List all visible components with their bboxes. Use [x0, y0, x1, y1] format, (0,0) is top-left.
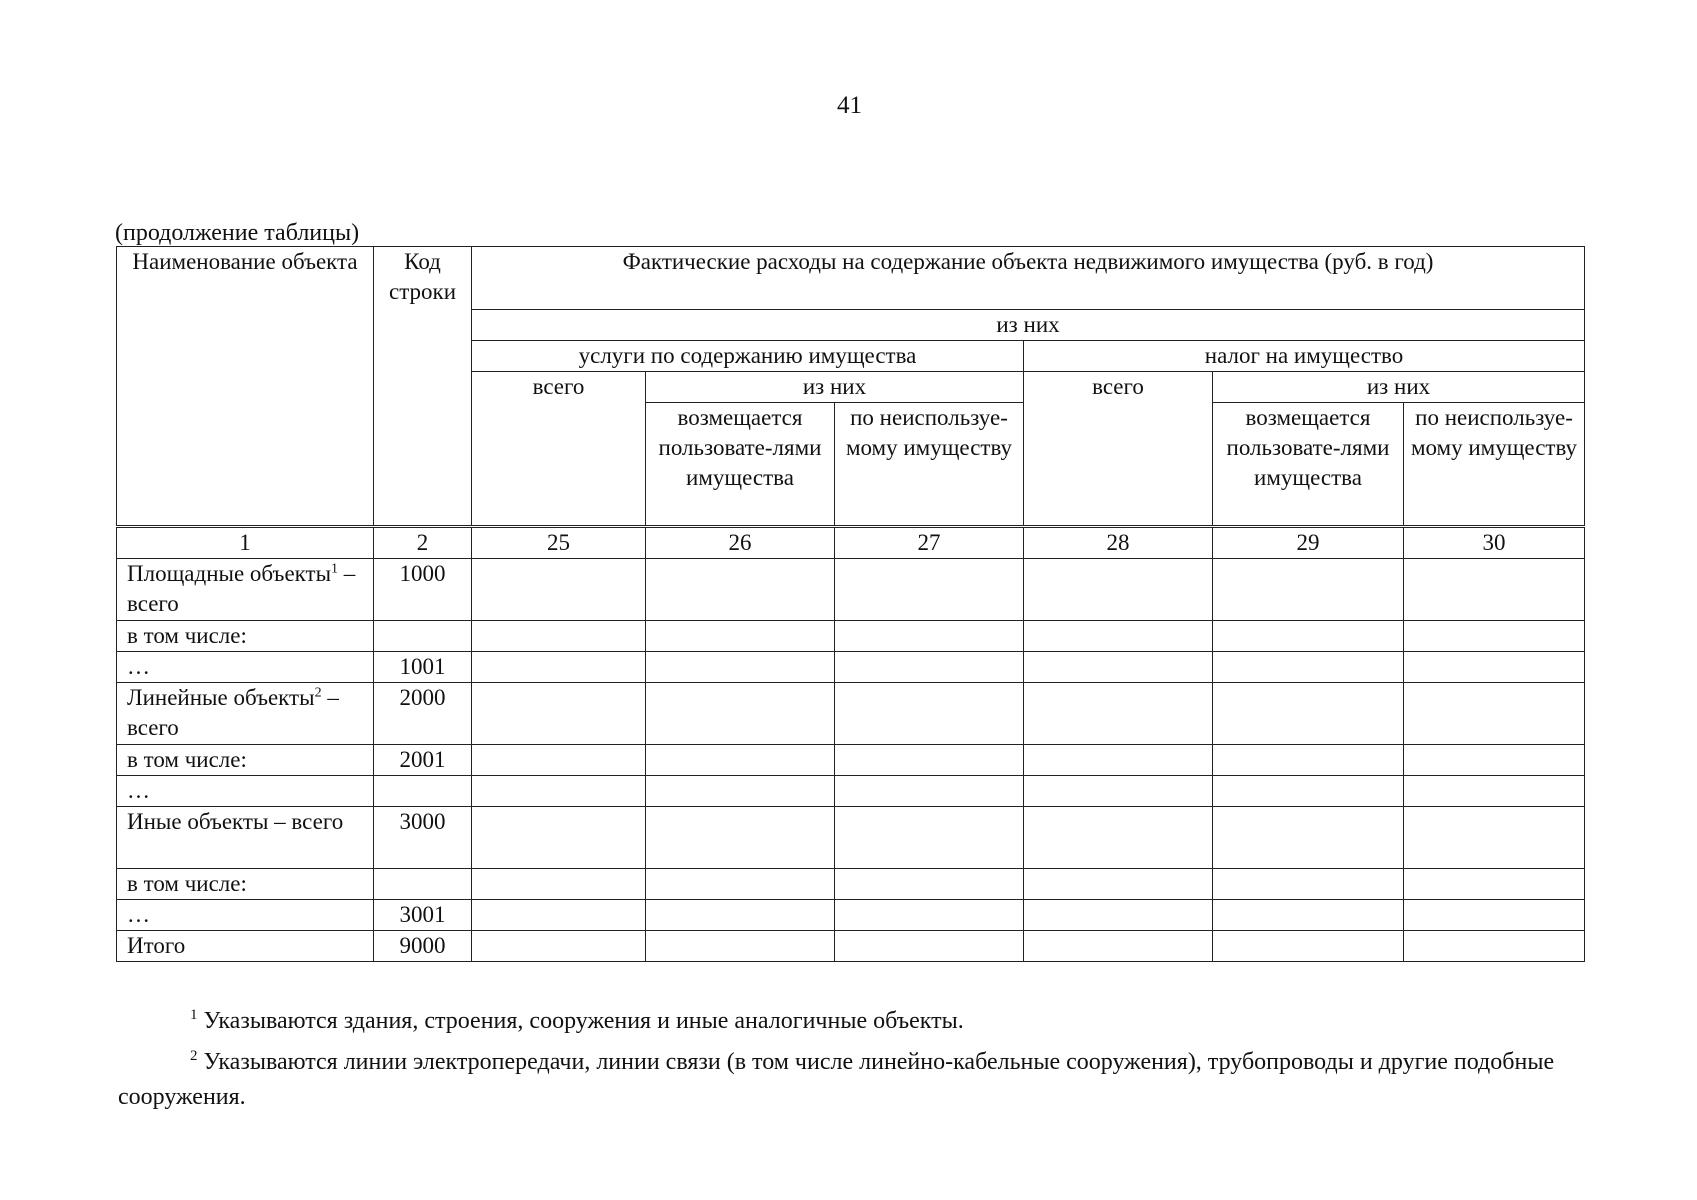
row-code: 1001 [374, 652, 472, 683]
empty-cell [1024, 621, 1213, 652]
row-name-suffix: – всего [127, 685, 339, 740]
row-name [117, 900, 374, 931]
row-code [374, 776, 472, 807]
footnote-text: Указываются здания, строения, сооружения и иные аналогичные объекты. [197, 1008, 964, 1034]
row-name [117, 745, 374, 776]
row-code: 2000 [374, 683, 472, 745]
empty-cell [1213, 931, 1404, 962]
footnote-ref: 2 [314, 685, 322, 701]
header-of-them: из них [472, 310, 1585, 341]
header-name-col: Наименование объекта [117, 247, 374, 527]
header-code-col: Код строки [374, 247, 472, 527]
header-services-unused: по неиспользуе-мому имуществу [835, 403, 1024, 527]
empty-cell [1024, 745, 1213, 776]
table-row [117, 621, 1585, 652]
empty-cell [1213, 776, 1404, 807]
row-code: 9000 [374, 931, 472, 962]
empty-cell [1024, 652, 1213, 683]
table-row [117, 776, 1585, 807]
table-row [117, 745, 1585, 776]
expenses-table [116, 246, 1585, 962]
empty-cell [1404, 931, 1585, 962]
row-name [117, 559, 374, 621]
column-number: 2 [374, 527, 472, 559]
row-name-text: в том числе: [127, 747, 247, 772]
header-expenses: Фактические расходы на содержание объекта недвижимого имущества (руб. в год) [472, 247, 1585, 310]
row-name-text: … [127, 902, 150, 927]
row-name [117, 869, 374, 900]
column-number: 26 [646, 527, 835, 559]
empty-cell [1404, 869, 1585, 900]
row-code: 3000 [374, 807, 472, 869]
empty-cell [646, 559, 835, 621]
empty-cell [1024, 931, 1213, 962]
empty-cell [1024, 807, 1213, 869]
empty-cell [472, 807, 646, 869]
empty-cell [472, 931, 646, 962]
row-name [117, 621, 374, 652]
row-name [117, 807, 374, 869]
empty-cell [646, 776, 835, 807]
column-number: 28 [1024, 527, 1213, 559]
empty-cell [835, 745, 1024, 776]
empty-cell [835, 931, 1024, 962]
empty-cell [472, 776, 646, 807]
row-name-text: Итого [127, 933, 186, 958]
row-name-text: в том числе: [127, 871, 247, 896]
row-name [117, 683, 374, 745]
footnote-2 [118, 1039, 1598, 1115]
empty-cell [1404, 776, 1585, 807]
table-body [117, 559, 1585, 962]
column-number: 27 [835, 527, 1024, 559]
empty-cell [1404, 652, 1585, 683]
header-property-tax: налог на имущество [1024, 341, 1585, 372]
row-name-text: … [127, 654, 150, 679]
empty-cell [1404, 559, 1585, 621]
header-tax-unused: по неиспользуе-мому имуществу [1404, 403, 1585, 527]
empty-cell [646, 652, 835, 683]
footnote-ref: 1 [331, 561, 339, 577]
empty-cell [646, 683, 835, 745]
column-number: 25 [472, 527, 646, 559]
empty-cell [1213, 900, 1404, 931]
table-row [117, 559, 1585, 621]
empty-cell [472, 683, 646, 745]
column-number: 29 [1213, 527, 1404, 559]
row-name-text: … [127, 778, 150, 803]
empty-cell [1404, 745, 1585, 776]
empty-cell [1213, 652, 1404, 683]
footnote-mark: 1 [190, 1007, 198, 1023]
empty-cell [646, 745, 835, 776]
empty-cell [646, 807, 835, 869]
row-code [374, 621, 472, 652]
row-name-text: Иные объекты – всего [127, 809, 344, 834]
page-number: 41 [837, 92, 862, 119]
empty-cell [835, 652, 1024, 683]
row-name-suffix: – всего [127, 561, 356, 616]
row-code: 2001 [374, 745, 472, 776]
table-row [117, 652, 1585, 683]
empty-cell [472, 869, 646, 900]
empty-cell [646, 900, 835, 931]
footnote-mark: 2 [190, 1048, 198, 1064]
empty-cell [472, 621, 646, 652]
header-services: услуги по содержанию имущества [472, 341, 1024, 372]
row-name-text: в том числе: [127, 623, 247, 648]
empty-cell [1213, 745, 1404, 776]
empty-cell [1404, 621, 1585, 652]
table-row [117, 869, 1585, 900]
table-row [117, 807, 1585, 869]
empty-cell [646, 869, 835, 900]
empty-cell [472, 652, 646, 683]
empty-cell [835, 559, 1024, 621]
header-tax-of-them: из них [1213, 372, 1585, 403]
continuation-label: (продолжение таблицы) [115, 220, 360, 246]
empty-cell [646, 621, 835, 652]
empty-cell [1024, 900, 1213, 931]
table-header [117, 247, 1585, 527]
empty-cell [1213, 807, 1404, 869]
footnote-1 [118, 998, 1598, 1039]
empty-cell [1024, 559, 1213, 621]
row-code: 3001 [374, 900, 472, 931]
empty-cell [835, 683, 1024, 745]
empty-cell [1213, 621, 1404, 652]
row-name [117, 931, 374, 962]
header-tax-total: всего [1024, 372, 1213, 527]
empty-cell [835, 869, 1024, 900]
empty-cell [472, 745, 646, 776]
empty-cell [1404, 683, 1585, 745]
empty-cell [835, 621, 1024, 652]
empty-cell [1024, 776, 1213, 807]
footnotes [118, 998, 1598, 1115]
row-code [374, 869, 472, 900]
row-name [117, 776, 374, 807]
empty-cell [1404, 900, 1585, 931]
empty-cell [472, 900, 646, 931]
empty-cell [472, 559, 646, 621]
row-code: 1000 [374, 559, 472, 621]
row-name-text: Линейные объекты [127, 685, 315, 710]
column-number-row [117, 527, 1585, 559]
table-row [117, 683, 1585, 745]
table-row [117, 931, 1585, 962]
row-name [117, 652, 374, 683]
empty-cell [1213, 559, 1404, 621]
header-tax-reimbursed: возмещается пользовате-лями имущества [1213, 403, 1404, 527]
empty-cell [1024, 869, 1213, 900]
column-number: 1 [117, 527, 374, 559]
header-services-of-them: из них [646, 372, 1024, 403]
row-name-text: Площадные объекты [127, 561, 332, 586]
empty-cell [646, 931, 835, 962]
empty-cell [1024, 683, 1213, 745]
empty-cell [1213, 683, 1404, 745]
empty-cell [835, 807, 1024, 869]
column-numbers [117, 527, 1585, 559]
header-services-reimbursed: возмещается пользовате-лями имущества [646, 403, 835, 527]
empty-cell [1404, 807, 1585, 869]
empty-cell [1213, 869, 1404, 900]
header-services-total: всего [472, 372, 646, 527]
empty-cell [835, 900, 1024, 931]
table-row [117, 900, 1585, 931]
footnote-text: Указываются линии электропередачи, линии связи (в том числе линейно-кабельные сооружения), трубопроводы и другие подобные сооружения. [118, 1049, 1555, 1110]
empty-cell [835, 776, 1024, 807]
column-number: 30 [1404, 527, 1585, 559]
